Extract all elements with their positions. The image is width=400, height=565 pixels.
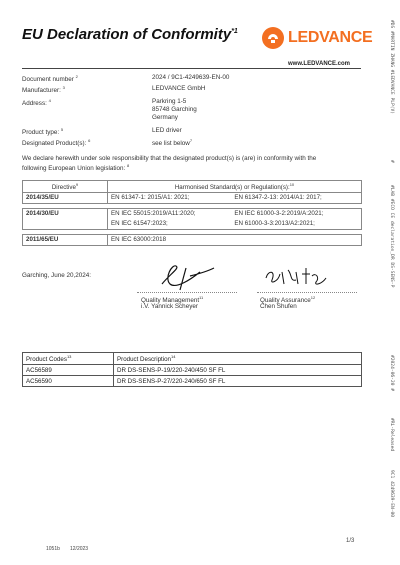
- declaration-line-2: following European Union legislation: $^8$: [22, 163, 130, 173]
- manufacturer-value: LEDVANCE GmbH: [152, 85, 206, 92]
- side-text-2: #: [389, 160, 394, 163]
- product-code-cell: AC56590: [23, 376, 114, 387]
- directive-cell: 2011/65/EU: [23, 235, 108, 246]
- brand-logo: LEDVANCE: [288, 29, 373, 46]
- product-description-cell: DR DS-SENS-P-19/220-240/450 SF FL: [114, 365, 362, 376]
- side-text-1: #DS #MARTIN ZHANG #LEDVANCE PLP(V): [389, 20, 394, 115]
- designated-products-value: see list below$^7$: [152, 138, 193, 148]
- table-row: [23, 209, 362, 220]
- standard-cell: EN IEC 63000:2018: [108, 235, 362, 246]
- standard-cell: EN IEC 55015:2019/A11:2020;: [108, 209, 232, 220]
- footer-form-code: 1051b: [46, 546, 60, 552]
- manufacturer-label: Manufacturer: $^3$: [22, 85, 65, 95]
- standards-table: [22, 180, 362, 246]
- standard-cell: EN 61347-1: 2015/A1: 2021;: [108, 193, 232, 204]
- table-header-row: [23, 353, 362, 365]
- ledvance-logo-icon: [262, 27, 284, 49]
- qa-title: Quality Assurance$^{12}$: [260, 295, 316, 305]
- address-line-3: Germany: [152, 114, 178, 121]
- standard-cell: EN 61347-2-13: 2014/A1: 2017;: [231, 193, 361, 204]
- table-row: [23, 365, 362, 376]
- address-line-2: 85748 Garching: [152, 106, 197, 113]
- qm-name: i.V. Yannick Scheyer: [141, 303, 198, 310]
- qa-signature: [262, 264, 332, 290]
- qm-title: Quality Management$^{11}$: [141, 295, 204, 305]
- product-code-cell: AC56589: [23, 365, 114, 376]
- product-type-value: LED driver: [152, 127, 182, 134]
- table-row: [23, 193, 362, 204]
- divider: [22, 68, 361, 69]
- standard-cell: EN IEC 61547:2023;: [108, 219, 232, 230]
- qa-signature-line: [257, 292, 357, 293]
- standard-cell: EN IEC 61000-3-2:2019/A:2021;: [231, 209, 361, 220]
- designated-products-label: Designated Product(s): $^6$: [22, 138, 91, 148]
- product-codes-header: Product Codes$^{13}$: [23, 353, 114, 365]
- product-description-header: Product Description$^{14}$: [114, 353, 362, 365]
- side-text-4: #2024-06-20 #: [389, 355, 394, 391]
- address-label: Address: $^4$: [22, 98, 51, 108]
- page-number: 1/3: [346, 538, 355, 544]
- qm-signature: [150, 262, 220, 292]
- qm-signature-line: [137, 292, 237, 293]
- standard-cell: EN 61000-3-3:2013/A2:2021;: [231, 219, 361, 230]
- table-row: [23, 376, 362, 387]
- footer-form-date: 12/2023: [70, 546, 89, 552]
- side-text-5: #RL-Released: [389, 418, 394, 452]
- standards-header: Harmonised Standard(s) or Regulation(s):$^{10}$: [108, 181, 362, 193]
- directive-header: Directive$^9$: [23, 181, 108, 193]
- product-description-cell: DR DS-SENS-P-27/220-240/650 SF FL: [114, 376, 362, 387]
- website-url[interactable]: www.LEDVANCE.com: [287, 61, 350, 67]
- side-text-3: #LAB #ECO CE declaration_DR DS-SENS-P: [389, 185, 394, 288]
- side-text-6: 9C1 4249639-EN-00: [389, 470, 394, 518]
- product-type-label: Product type: $^5$: [22, 127, 64, 137]
- document-number-label: Document number $^2$: [22, 74, 78, 84]
- table-row: [23, 235, 362, 246]
- directive-cell: 2014/35/EU: [23, 193, 108, 204]
- declaration-line-1: We declare herewith under sole responsibility that the designated product(s) is (are) in conformity with the: [22, 155, 317, 162]
- address-line-1: Parkring 1-5: [152, 98, 187, 105]
- products-table: [22, 352, 362, 387]
- qa-name: Chen Shufen: [260, 303, 297, 310]
- place-date: Garching, June 20,2024:: [22, 272, 91, 279]
- document-title: EU Declaration of Conformity$^{*1}$: [22, 26, 238, 43]
- document-number-value: 2024 / 9C1-4249639-EN-00: [152, 74, 230, 81]
- directive-cell: 2014/30/EU: [23, 209, 108, 230]
